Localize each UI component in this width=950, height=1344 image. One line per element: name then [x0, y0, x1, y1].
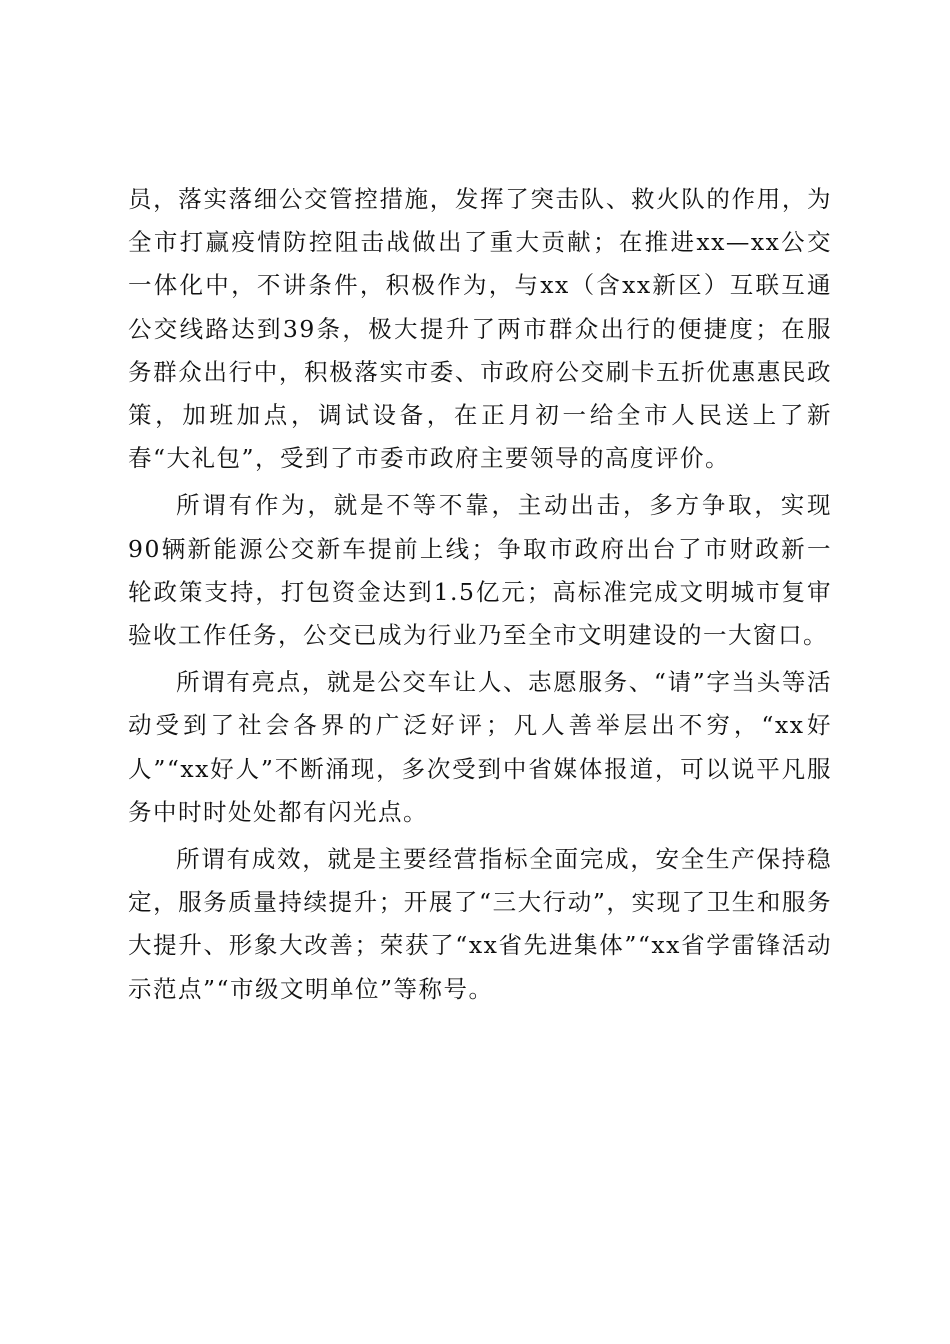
paragraph-action: 所谓有作为，就是不等不靠，主动出击，多方争取，实现90辆新能源公交新车提前上线；争取市政府出台了市财政新一轮政策支持，打包资金达到1.5亿元；高标准完成文明城市复审验收工作任务，公交已成为行业乃至全市文明建设的一大窗口。 — [128, 491, 832, 650]
document-body — [128, 178, 832, 1015]
paragraph-continuation: 员，落实落细公交管控措施，发挥了突击队、救火队的作用，为全市打赢疫情防控阻击战做出了重大贡献；在推进xx—xx公交一体化中，不讲条件，积极作为，与xx（含xx新区）互联互通公交线路达到39条，极大提升了两市群众出行的便捷度；在服务群众出行中，积极落实市委、市政府公交刷卡五折优惠惠民政策，加班加点，调试设备，在正月初一给全市人民送上了新春“大礼包”，受到了市委市政府主要领导的高度评价。 — [128, 185, 832, 473]
paragraph-results: 所谓有成效，就是主要经营指标全面完成，安全生产保持稳定，服务质量持续提升；开展了“三大行动”，实现了卫生和服务大提升、形象大改善；荣获了“xx省先进集体”“xx省学雷锋活动示范点”“市级文明单位”等称号。 — [128, 845, 832, 1003]
paragraph-highlights: 所谓有亮点，就是公交车让人、志愿服务、“请”字当头等活动受到了社会各界的广泛好评；凡人善举层出不穷，“xx好人”“xx好人”不断涌现，多次受到中省媒体报道，可以说平凡服务中时时处处都有闪光点。 — [128, 668, 832, 826]
